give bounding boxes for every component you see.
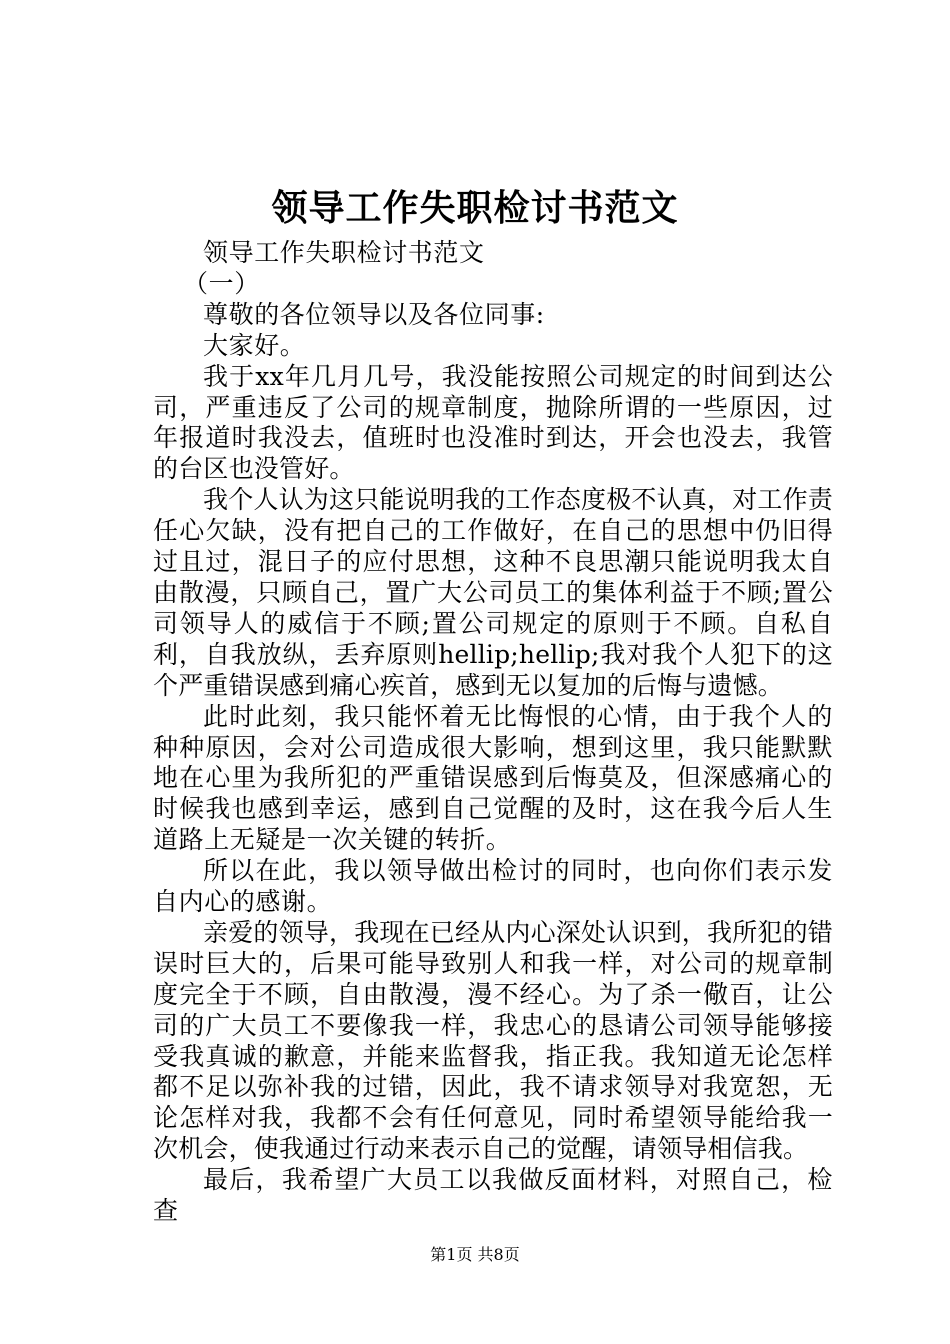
paragraph-body-2: 我个人认为这只能说明我的工作态度极不认真，对工作责任心欠缺，没有把自己的工作做好，在自己的思想中仍旧得过且过，混日子的应付思想，这种不良思潮只能说明我太自由散漫，只顾自己，置广大公司员工的集体利益于不顾;置公司领导人的威信于不顾;置公司规定的原则于不顾。自私自利，自我放纵，丢弃原则hellip;hellip;我对我个人犯下的这个严重错误感到痛心疾首，感到无以复加的后悔与遗憾。: [153, 485, 834, 700]
paragraph-body-1: 我于xx年几月几号，我没能按照公司规定的时间到达公司，严重违反了公司的规章制度，抛除所谓的一些原因，过年报道时我没去，值班时也没准时到达，开会也没去，我管的台区也没管好。: [153, 361, 833, 484]
document-body: [153, 238, 833, 1227]
paragraph-body-6: 最后，我希望广大员工以我做反面材料，对照自己，检查: [153, 1165, 833, 1226]
paragraph-subtitle: 领导工作失职检讨书范文: [203, 238, 485, 267]
paragraph-body-5: 亲爱的领导，我现在已经从内心深处认识到，我所犯的错误时巨大的，后果可能导致别人和我一样，对公司的规章制度完全于不顾，自由散漫，漫不经心。为了杀一儆百，让公司的广大员工不要像我一样，我忠心的恳请公司领导能够接受我真诚的歉意，并能来监督我，指正我。我知道无论怎样都不足以弥补我的过错，因此，我不请求领导对我宽恕，无论怎样对我，我都不会有任何意见，同时希望领导能给我一次机会，使我通过行动来表示自己的觉醒，请领导相信我。: [153, 917, 834, 1164]
page-footer: 第1页 共8页: [430, 1245, 520, 1264]
paragraph-greeting: 大家好。: [203, 330, 306, 360]
paragraph-body-3: 此时此刻，我只能怀着无比悔恨的心情，由于我个人的种种原因，会对公司造成很大影响，想到这里，我只能默默地在心里为我所犯的严重错误感到后悔莫及，但深感痛心的时候我也感到幸运，感到自己觉醒的及时，这在我今后人生道路上无疑是一次关键的转折。: [153, 701, 833, 855]
paragraph-section-number: （一）: [183, 268, 260, 298]
document-title: 领导工作失职检讨书范文: [271, 187, 679, 229]
paragraph-salutation: 尊敬的各位领导以及各位同事:: [203, 299, 545, 329]
paragraph-body-4: 所以在此，我以领导做出检讨的同时，也向你们表示发自内心的感谢。: [153, 856, 833, 917]
